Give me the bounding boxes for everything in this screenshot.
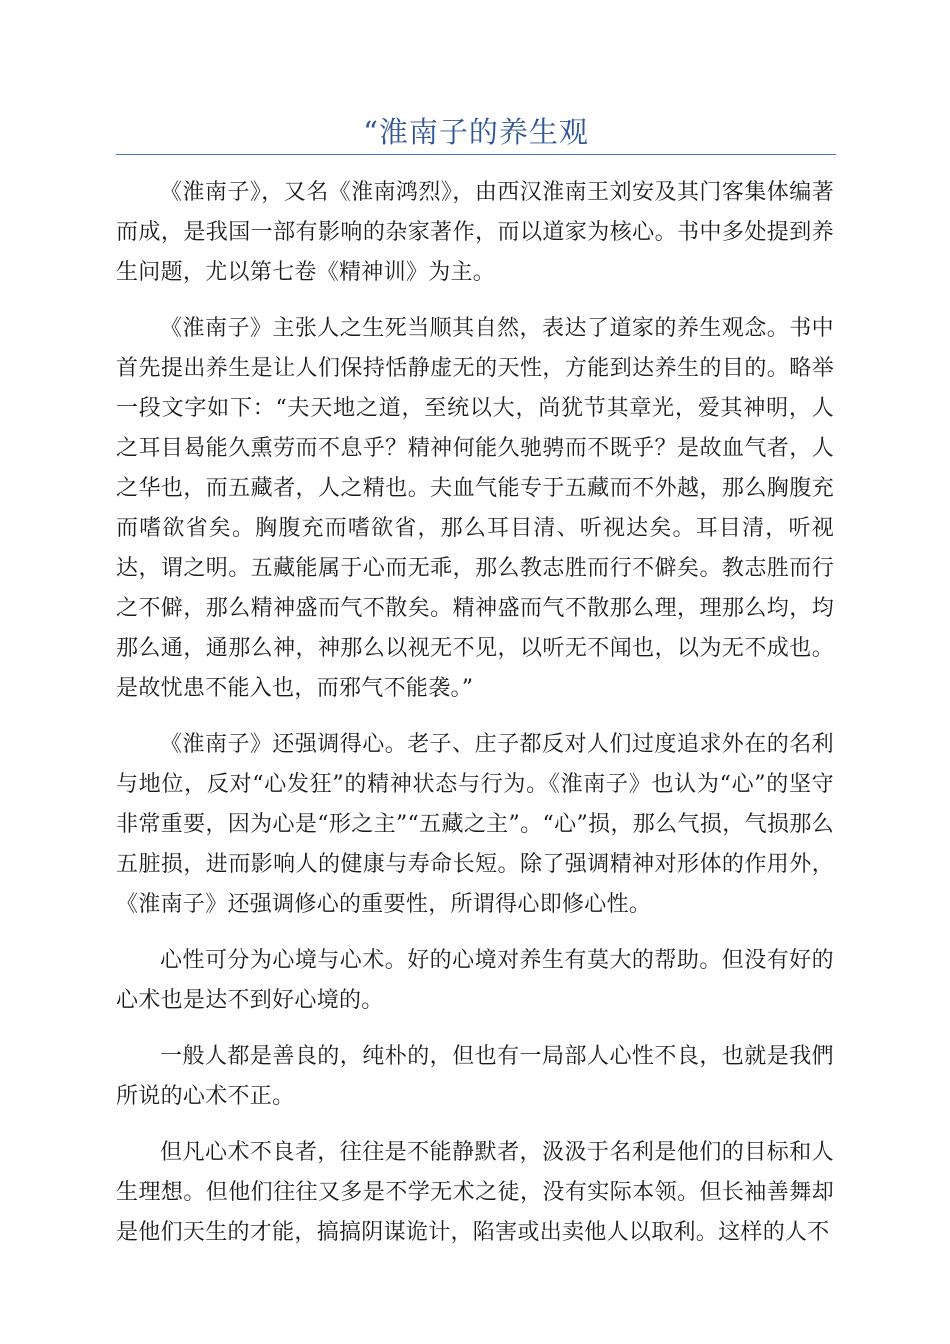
document-title: “淮南子的养生观 — [363, 115, 589, 149]
title-underline — [116, 154, 836, 155]
paragraph-intro: 《淮南子》，又名《淮南鸿烈》，由西汉淮南王刘安及其门客集体编著而成，是我国一部有影响的杂家著作，而以道家为核心。书中多处提到养生问题，尤以第七卷《精神训》为主。 — [116, 180, 834, 285]
paragraph-mind: 心性可分为心境与心术。好的心境对养生有莫大的帮助。但没有好的心术也是达不到好心境的。 — [116, 948, 834, 1013]
paragraph-people: 一般人都是善良的，纯朴的，但也有一局部人心性不良，也就是我們所说的心术不正。 — [116, 1044, 834, 1109]
paragraph-nature: 《淮南子》主张人之生死当顺其自然，表达了道家的养生观念。书中首先提出养生是让人们保持恬静虚无的天性，方能到达养生的目的。略举一段文字如下：“夫天地之道，至统以大，尚犹节其章光，爱其神明，人之耳目曷能久熏劳而不息乎？精神何能久驰骋而不既乎？是故血气者，人之华也，而五藏者，人之精也。夫血气能专于五藏而不外越，那么胸腹充而嗜欲省矣。胸腹充而嗜欲省，那么耳目清、听视达矣。耳目清，听视达，谓之明。五藏能属于心而无乖，那么教志胜而行不僻矣。教志胜而行之不僻，那么精神盛而气不散矣。精神盛而气不散那么理，理那么均，均那么通，通那么神，神那么以视无不见，以听无不闻也，以为无不成也。是故忧患不能入也，而邪气不能袭。” — [116, 316, 834, 701]
paragraph-heart: 《淮南子》还强调得心。老子、庄子都反对人们过度追求外在的名利与地位，反对“心发狂”的精神状态与行为。《淮南子》也认为“心”的坚守非常重要，因为心是“形之主”“五藏之主”。“心”损，那么气损，气损那么五脏损，进而影响人的健康与寿命长短。除了强调精神对形体的作用外，《淮南子》还强调修心的重要性，所谓得心即修心性。 — [116, 732, 834, 917]
document-body — [116, 173, 834, 1269]
paragraph-crafty: 但凡心术不良者，往往是不能静默者，汲汲于名利是他们的目标和人生理想。但他们往往又多是不学无术之徒，没有实际本领。但长袖善舞却是他们天生的才能，搞搞阴谋诡计，陷害或出卖他人以取利。这样的人不 — [116, 1140, 834, 1245]
